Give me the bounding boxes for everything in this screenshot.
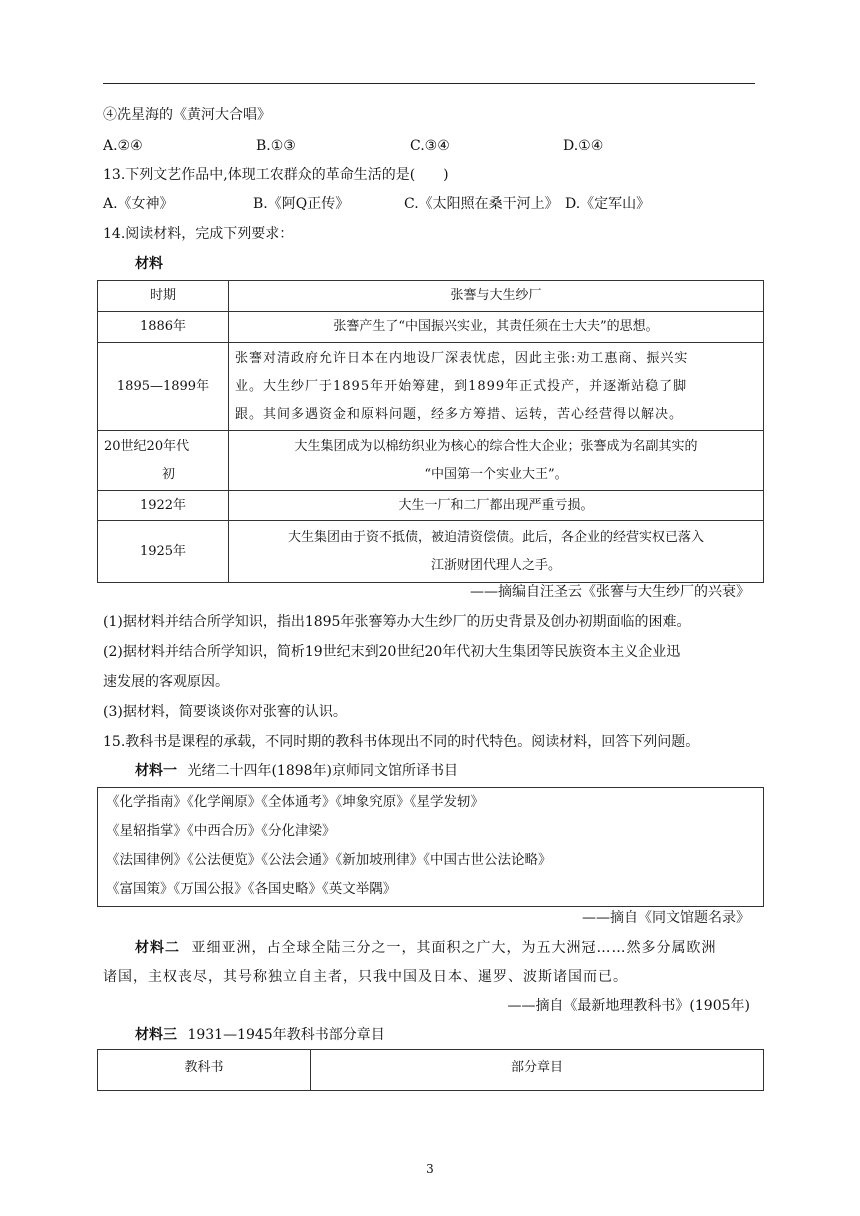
q14-header-period: 时期 (98, 281, 229, 312)
q15-m3-title: 1931—1945年教科书部分章目 (187, 1027, 385, 1043)
q14-row1-period: 1886年 (98, 312, 229, 343)
q15-m1-box (97, 787, 764, 907)
q13-option-d: D.《定军山》 (565, 196, 651, 212)
q12-option-b: B.①③ (256, 138, 296, 154)
q15-m1-row2: 《星轺指掌》《中西合历》《分化津梁》 (106, 823, 336, 839)
q14-row4-text: 大生一厂和二厂都出现严重亏损。 (229, 491, 764, 521)
q14-table (97, 280, 764, 583)
q14-row1-text: 张謇产生了“中国振兴实业，其责任须在士大夫”的思想。 (229, 312, 764, 343)
q15-m3-label: 材料三 (135, 1027, 177, 1043)
q14-row3-period (98, 431, 229, 491)
q14-row3-period-line1: 20世纪20年代 (104, 438, 190, 454)
q12-option-a: A.②④ (103, 138, 143, 154)
q14-row5-period: 1925年 (98, 521, 229, 583)
q13-option-a: A.《女神》 (103, 196, 174, 212)
q14-material-label: 材料 (135, 256, 163, 272)
q15-m2-source: ——摘自《最新地理教科书》(1905年) (507, 998, 750, 1014)
q13-option-c: C.《太阳照在桑干河上》 (404, 196, 559, 212)
q14-row3-line2: “中国第一个实业大王”。 (424, 466, 568, 482)
q15-m2-label: 材料二 (135, 940, 180, 956)
q15-m1-row1: 《化学指南》《化学阐原》《全体通考》《坤象究原》《星学发轫》 (106, 794, 484, 810)
q14-row2-line2: 业。大生纱厂于1895年开始筹建，到1899年正式投产，并逐渐站稳了脚 (235, 378, 688, 394)
q14-row2-line1: 张謇对清政府允许日本在内地设厂深表忧虑，因此主张:劝工惠商、振兴实 (235, 350, 689, 366)
q15-m2-text2: 诸国，主权丧尽，其号称独立自主者，只我中国及日本、暹罗、波斯诸国而已。 (103, 969, 628, 985)
q15-m3-header-book: 教科书 (98, 1050, 311, 1091)
q15-stem: 15.教科书是课程的承载，不同时期的教科书体现出不同的时代特色。阅读材料，回答下列问题。 (103, 734, 700, 750)
q15-m1-row4: 《富国策》《万国公报》《各国史略》《英文举隅》 (106, 881, 397, 897)
q14-row5-line2: 江浙财团代理人之手。 (430, 557, 561, 573)
q14-row2-line3: 跟。其间多遇资金和原料问题，经多方筹措、运转，苦心经营得以解决。 (235, 406, 684, 422)
q15-m1-heading (135, 762, 458, 780)
q14-question-1: (1)据材料并结合所学知识，指出1895年张謇筹办大生纱厂的历史背景及创办初期面临的困难。 (103, 614, 691, 630)
q15-m3-table (97, 1049, 764, 1091)
q14-row2-period: 1895—1899年 (98, 343, 229, 431)
q14-row3-text (229, 431, 764, 491)
page-number: 3 (426, 1162, 434, 1176)
header-rule (103, 83, 755, 84)
q14-stem: 14.阅读材料，完成下列要求： (103, 226, 294, 242)
q14-row3-period-line2: 初 (162, 466, 176, 482)
q15-m2-line1 (135, 939, 716, 957)
q13-option-b: B.《阿Q正传》 (253, 196, 350, 212)
q14-question-2: (2)据材料并结合所学知识，简析19世纪末到20世纪20年代初大生集团等民族资本主义企业迅 (103, 644, 681, 660)
q15-m3-heading (135, 1026, 385, 1044)
q14-question-3: (3)据材料，简要谈谈你对张謇的认识。 (103, 704, 347, 720)
q15-m1-row3: 《法国律例》《公法便览》《公法会通》《新加坡刑律》《中国古世公法论略》 (106, 852, 552, 868)
q15-m1-source: ——摘自《同文馆题名录》 (582, 910, 750, 926)
q14-question-2-cont: 速发展的客观原因。 (103, 674, 229, 690)
q15-m3-header-chapters: 部分章目 (311, 1050, 764, 1091)
q15-m1-label: 材料一 (135, 763, 177, 779)
q15-m2-text1: 亚细亚洲，占全球全陆三分之一，其面积之广大，为五大洲冠……然多分属欧洲 (191, 940, 717, 956)
q14-header-topic: 张謇与大生纱厂 (229, 281, 764, 312)
q14-row4-period: 1922年 (98, 491, 229, 521)
q12-option-d: D.①④ (563, 138, 604, 154)
q14-row3-line1: 大生集团成为以棉纺织业为核心的综合性大企业；张謇成为名副其实的 (294, 438, 698, 454)
q14-row5-text (229, 521, 764, 583)
q14-source: ——摘编自汪圣云《张謇与大生纱厂的兴衰》 (470, 584, 750, 600)
q14-row2-text (229, 343, 764, 431)
q12-option-c: C.③④ (410, 138, 450, 154)
q13-stem: 13.下列文艺作品中,体现工农群众的革命生活的是( ) (103, 167, 449, 183)
q14-row5-line1: 大生集团由于资不抵债，被迫清资偿债。此后，各企业的经营实权已落入 (287, 529, 704, 545)
q12-item4: ④冼星海的《黄河大合唱》 (103, 107, 271, 123)
q15-m1-title: 光绪二十四年(1898年)京师同文馆所译书目 (187, 763, 459, 779)
